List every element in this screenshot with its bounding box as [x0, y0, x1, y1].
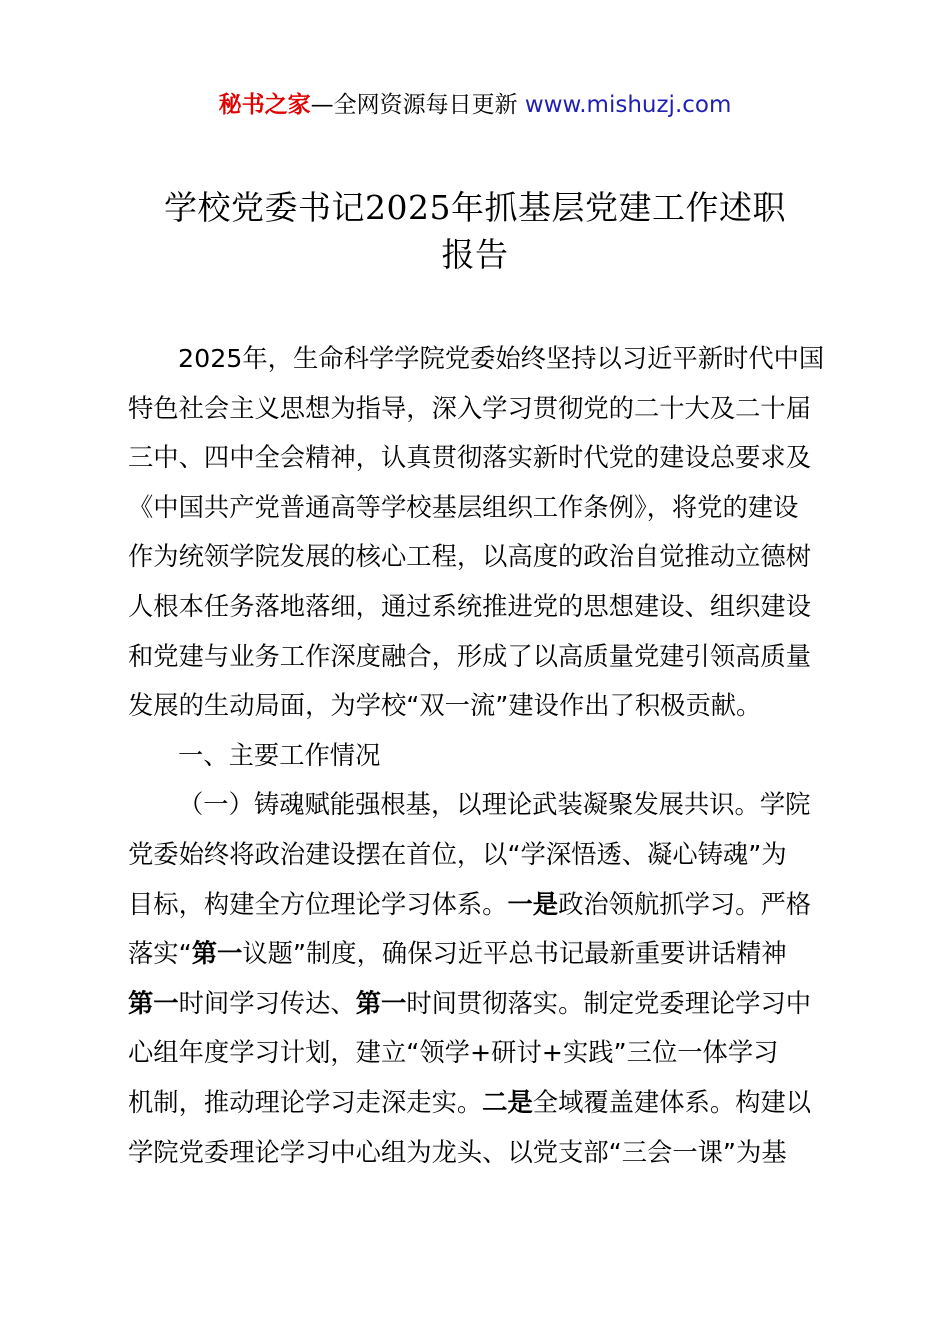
document-title	[120, 184, 830, 278]
section1-line: （一）铸魂赋能强根基，以理论武装凝聚发展共识。学院	[178, 790, 811, 820]
emphasis-run: 二是	[482, 1087, 533, 1117]
intro-line: 作为统领学院发展的核心工程，以高度的政治自觉推动立德树	[128, 542, 812, 572]
site-header	[0, 88, 950, 122]
title-line-1: 学校党委书记2025年抓基层党建工作述职	[164, 188, 786, 227]
intro-line: 人根本任务落地落细，通过系统推进党的思想建设、组织建设	[128, 591, 812, 621]
section1-line	[128, 1078, 834, 1128]
text-run: 时间学习传达、	[178, 988, 356, 1018]
emphasis-run: 第一	[191, 939, 243, 969]
section1-line	[128, 979, 834, 1029]
document-body	[128, 334, 834, 1177]
intro-line: 特色社会主义思想为指导，深入学习贯彻党的二十大及二十届	[128, 393, 812, 423]
text-run: 全域覆盖建体系。构建以	[532, 1087, 812, 1117]
text-run: 落实“	[128, 939, 192, 969]
text-run: 议题”制度，确保习近平总书记最新重要讲话精神	[242, 939, 787, 969]
emphasis-run: 一是	[507, 889, 559, 919]
section1-line	[128, 929, 834, 979]
section-heading: 一、主要工作情况	[178, 740, 381, 770]
text-run: 政治领航抓学习。严格	[558, 889, 812, 919]
brand-name: 秘书之家	[218, 92, 311, 118]
text-run: 时间贯彻落实。制定党委理论学习中	[406, 988, 812, 1018]
intro-line: 发展的生动局面，为学校“双一流”建设作出了积极贡献。	[128, 691, 762, 721]
title-line-2: 报告	[441, 235, 509, 274]
text-run: 机制，推动理论学习走深走实。	[128, 1087, 483, 1117]
intro-line: 2025年，生命科学学院党委始终坚持以习近平新时代中国	[178, 344, 825, 373]
intro-line: 和党建与业务工作深度融合，形成了以高质量党建引领高质量	[128, 641, 812, 671]
site-url-link[interactable]: www.mishuzj.com	[524, 92, 732, 118]
section1-line: 学院党委理论学习中心组为龙头、以党支部“三会一课”为基	[128, 1137, 787, 1167]
section1-line: 党委始终将政治建设摆在首位，以“学深悟透、凝心铸魂”为	[128, 839, 787, 869]
section1-line: 心组年度学习计划，建立“领学+研讨+实践”三位一体学习	[128, 1038, 779, 1068]
intro-line: 《中国共产党普通高等学校基层组织工作条例》，将党的建设	[128, 492, 799, 522]
header-tagline: —全网资源每日更新	[310, 92, 518, 118]
intro-line: 三中、四中全会精神，认真贯彻落实新时代党的建设总要求及	[128, 443, 812, 473]
text-run: 目标，构建全方位理论学习体系。	[128, 889, 508, 919]
section1-line	[128, 880, 834, 930]
emphasis-run: 第一	[355, 988, 407, 1018]
emphasis-run: 第一	[128, 988, 179, 1018]
